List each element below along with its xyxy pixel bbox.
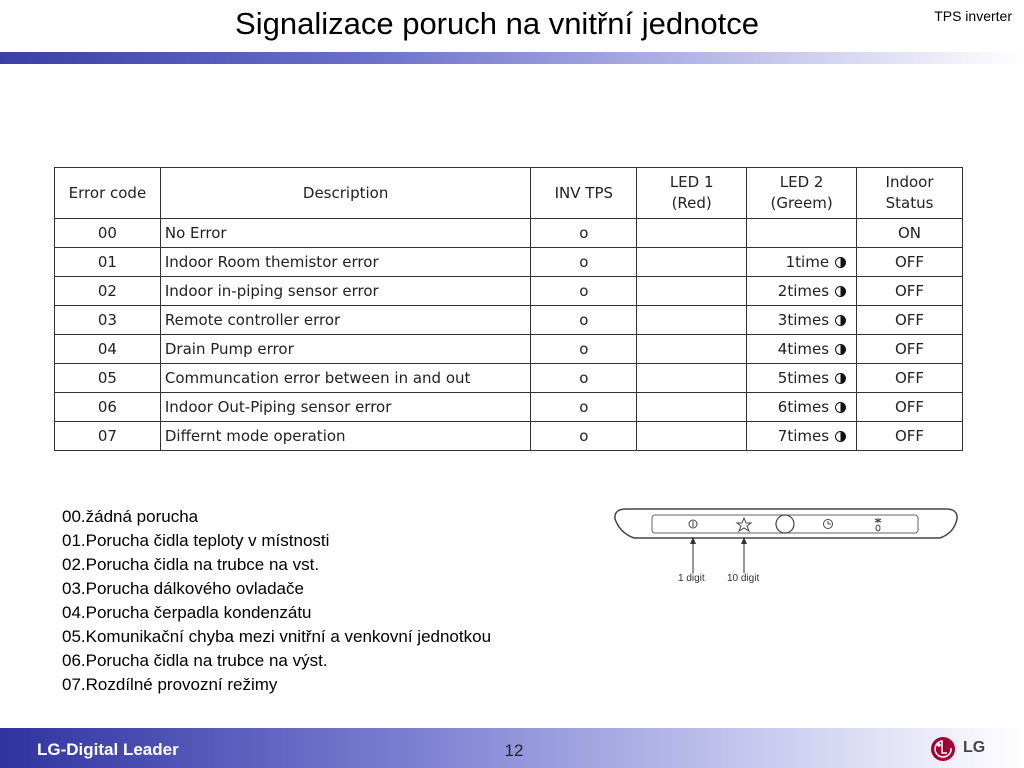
cell-inv: o [531, 306, 637, 335]
table-row [55, 393, 963, 422]
table-row [55, 219, 963, 248]
cell-status: OFF [857, 364, 963, 393]
table-header-row [55, 168, 963, 219]
cell-description: Indoor Room themistor error [160, 248, 531, 277]
legend-item: 00.žádná porucha [62, 507, 199, 526]
product-tag: TPS inverter [934, 8, 1012, 24]
cell-status: OFF [857, 335, 963, 364]
indoor-unit-display-diagram [612, 505, 962, 595]
lg-logo-icon [930, 736, 956, 762]
cell-status: ON [857, 219, 963, 248]
cell-led2 [747, 219, 857, 248]
half-circle-icon [835, 257, 846, 268]
footer-bar [0, 728, 1024, 768]
display-panel-svg [612, 505, 962, 590]
cell-description: Remote controller error [160, 306, 531, 335]
cell-inv: o [531, 219, 637, 248]
cell-code: 01 [55, 248, 161, 277]
cell-status: OFF [857, 248, 963, 277]
cell-led2: 1time [747, 248, 857, 277]
cell-code: 04 [55, 335, 161, 364]
table-row [55, 248, 963, 277]
cell-status: OFF [857, 422, 963, 451]
cell-code: 00 [55, 219, 161, 248]
half-circle-icon [835, 373, 846, 384]
cell-description: No Error [160, 219, 531, 248]
half-circle-icon [835, 431, 846, 442]
cell-code: 02 [55, 277, 161, 306]
header-indoor-status: Indoor Status [857, 168, 963, 219]
cell-led1 [637, 422, 747, 451]
page-number: 12 [504, 741, 524, 760]
cell-description: Indoor Out-Piping sensor error [160, 393, 531, 422]
cell-inv: o [531, 248, 637, 277]
cell-inv: o [531, 422, 637, 451]
cell-code: 03 [55, 306, 161, 335]
title-divider-bar [0, 52, 1024, 64]
cell-led1 [637, 306, 747, 335]
cell-led2: 2times [747, 277, 857, 306]
legend-item: 06.Porucha čidla na trubce na výst. [62, 651, 328, 670]
cell-led2: 3times [747, 306, 857, 335]
cell-status: OFF [857, 393, 963, 422]
receiver-icon [776, 515, 794, 533]
legend-item: 01.Porucha čidla teploty v místnosti [62, 531, 330, 550]
cell-led2: 5times [747, 364, 857, 393]
header-error-code: Error code [55, 168, 161, 219]
cell-led1 [637, 335, 747, 364]
cell-led1 [637, 364, 747, 393]
ten-digit-label: 10 digit [727, 573, 760, 584]
half-circle-icon [835, 315, 846, 326]
cell-status: OFF [857, 277, 963, 306]
cell-description: Indoor in-piping sensor error [160, 277, 531, 306]
one-digit-label: 1 digit [678, 573, 705, 584]
cell-inv: o [531, 277, 637, 306]
half-circle-icon [835, 344, 846, 355]
cell-led1 [637, 277, 747, 306]
cell-inv: o [531, 393, 637, 422]
error-code-table [54, 167, 963, 451]
cell-code: 06 [55, 393, 161, 422]
cell-led2: 7times [747, 422, 857, 451]
half-circle-icon [835, 402, 846, 413]
cell-led1 [637, 219, 747, 248]
header-description: Description [160, 168, 531, 219]
cell-description: Drain Pump error [160, 335, 531, 364]
table-row [55, 422, 963, 451]
cell-inv: o [531, 335, 637, 364]
cell-inv: o [531, 364, 637, 393]
legend-item: 02.Porucha čidla na trubce na vst. [62, 555, 320, 574]
legend-item: 05.Komunikační chyba mezi vnitřní a venkovní jednotkou [62, 627, 492, 646]
table-row [55, 364, 963, 393]
table-row [55, 277, 963, 306]
cell-led2: 6times [747, 393, 857, 422]
legend-item: 07.Rozdílné provozní režimy [62, 675, 278, 694]
cell-led1 [637, 393, 747, 422]
cell-code: 05 [55, 364, 161, 393]
table-row [55, 306, 963, 335]
cell-description: Differnt mode operation [160, 422, 531, 451]
cell-led1 [637, 248, 747, 277]
cell-status: OFF [857, 306, 963, 335]
legend-item: 03.Porucha dálkového ovladače [62, 579, 304, 598]
legend-item: 04.Porucha čerpadla kondenzátu [62, 603, 312, 622]
cell-description: Communcation error between in and out [160, 364, 531, 393]
half-circle-icon [835, 286, 846, 297]
header-led1: LED 1 (Red) [637, 168, 747, 219]
czech-legend [62, 505, 491, 697]
cell-led2: 4times [747, 335, 857, 364]
header-inv-tps: INV TPS [531, 168, 637, 219]
cell-code: 07 [55, 422, 161, 451]
header-led2: LED 2 (Greem) [747, 168, 857, 219]
page-title: Signalizace poruch na vnitřní jednotce [235, 6, 759, 41]
lg-logo-text: LG [963, 739, 986, 756]
table-row [55, 335, 963, 364]
footer-brand: LG-Digital Leader [37, 740, 179, 759]
